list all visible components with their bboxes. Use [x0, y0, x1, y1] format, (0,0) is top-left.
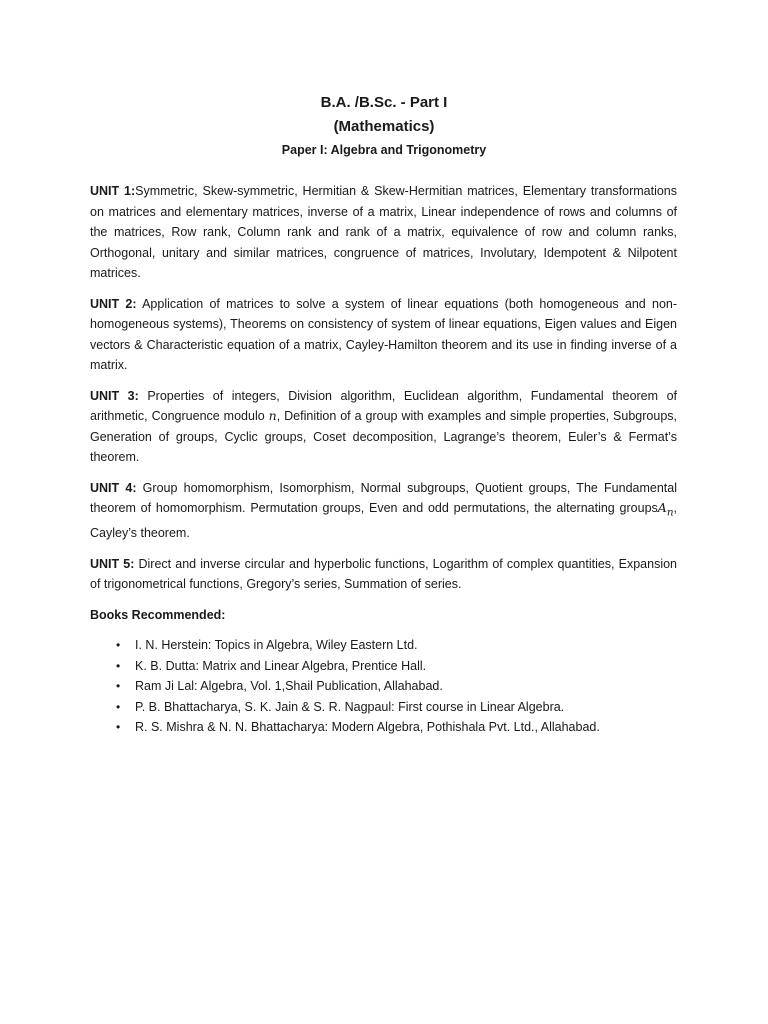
book-text: I. N. Herstein: Topics in Algebra, Wiley Eastern Ltd.	[135, 638, 418, 652]
bullet-icon: •	[116, 679, 121, 693]
book-text: P. B. Bhattacharya, S. K. Jain & S. R. Nagpaul: First course in Linear Algebra.	[135, 699, 565, 714]
book-text: Ram Ji Lal: Algebra, Vol. 1,Shail Publication, Allahabad.	[135, 679, 443, 693]
course-title: B.A. /B.Sc. - Part I	[320, 94, 448, 111]
unit-5	[90, 554, 677, 595]
book-item	[90, 717, 677, 738]
math-symbol-n: n	[268, 408, 277, 423]
unit-text: , Cayley’s theorem.	[90, 501, 677, 540]
unit-text: Symmetric, Skew-symmetric, Hermitian & Skew-Hermitian matrices, Elementary transformations on matrices and elementary matrices, inverse of a matrix, Linear independence of rows and columns of the matrices, Row rank, Column rank and rank of a matrix, equivalence of row and column ranks, Orthogonal, unitary and similar matrices, congruence of matrices, Involutary, Idempotent & Nilpotent matrices.	[90, 184, 678, 280]
unit-label: UNIT 1:	[90, 184, 136, 198]
book-item	[90, 635, 677, 656]
books-list	[90, 635, 677, 738]
book-item	[90, 676, 677, 697]
syllabus-content	[90, 181, 677, 738]
books-heading: Books Recommended:	[90, 607, 226, 622]
bullet-icon: •	[116, 638, 121, 652]
book-text: K. B. Dutta: Matrix and Linear Algebra, Prentice Hall.	[135, 658, 427, 673]
paper-title: Paper I: Algebra and Trigonometry	[281, 143, 487, 157]
unit-label: UNIT 2:	[90, 296, 137, 311]
unit-label: UNIT 4:	[90, 480, 137, 495]
unit-2	[90, 294, 677, 376]
bullet-icon: •	[116, 720, 121, 734]
math-base: A	[657, 500, 667, 515]
bullet-icon: •	[116, 699, 121, 714]
unit-text: , Definition of a group with examples and simple properties, Subgroups, Generation of groups, Cyclic groups, Coset decomposition, Lagrange’s theorem, Euler’s & Fermat’s theorem.	[90, 409, 677, 464]
unit-1	[90, 181, 677, 284]
book-item	[90, 697, 677, 718]
unit-label: UNIT 3:	[90, 388, 139, 403]
unit-text: Group homomorphism, Isomorphism, Normal subgroups, Quotient groups, The Fundamental theorem of homomorphism. Permutation groups, Even and odd permutations, the alternating groups	[90, 480, 678, 515]
unit-label: UNIT 5:	[90, 556, 135, 571]
book-item	[90, 656, 677, 677]
math-symbol-alternating-group	[657, 500, 674, 519]
math-subscript: n	[666, 506, 674, 519]
unit-text: Application of matrices to solve a system of linear equations (both homogeneous and non-homogeneous systems), Theorems on consistency of system of linear equations, Eigen values and Eigen vectors & Characteristic equation of a matrix, Cayley-Hamilton theorem and its use in finding inverse of a matrix.	[90, 296, 678, 372]
bullet-icon: •	[116, 658, 121, 673]
subject-title: (Mathematics)	[333, 118, 435, 135]
unit-3	[90, 386, 677, 468]
unit-text: Direct and inverse circular and hyperbolic functions, Logarithm of complex quantities, Expansion of trigonometrical functions, Gregory’s series, Summation of series.	[90, 556, 678, 591]
book-text: R. S. Mishra & N. N. Bhattacharya: Modern Algebra, Pothishala Pvt. Ltd., Allahabad.	[135, 720, 600, 734]
unit-text: Properties of integers, Division algorithm, Euclidean algorithm, Fundamental theorem of arithmetic, Congruence modulo	[90, 388, 677, 423]
unit-4	[90, 478, 677, 544]
